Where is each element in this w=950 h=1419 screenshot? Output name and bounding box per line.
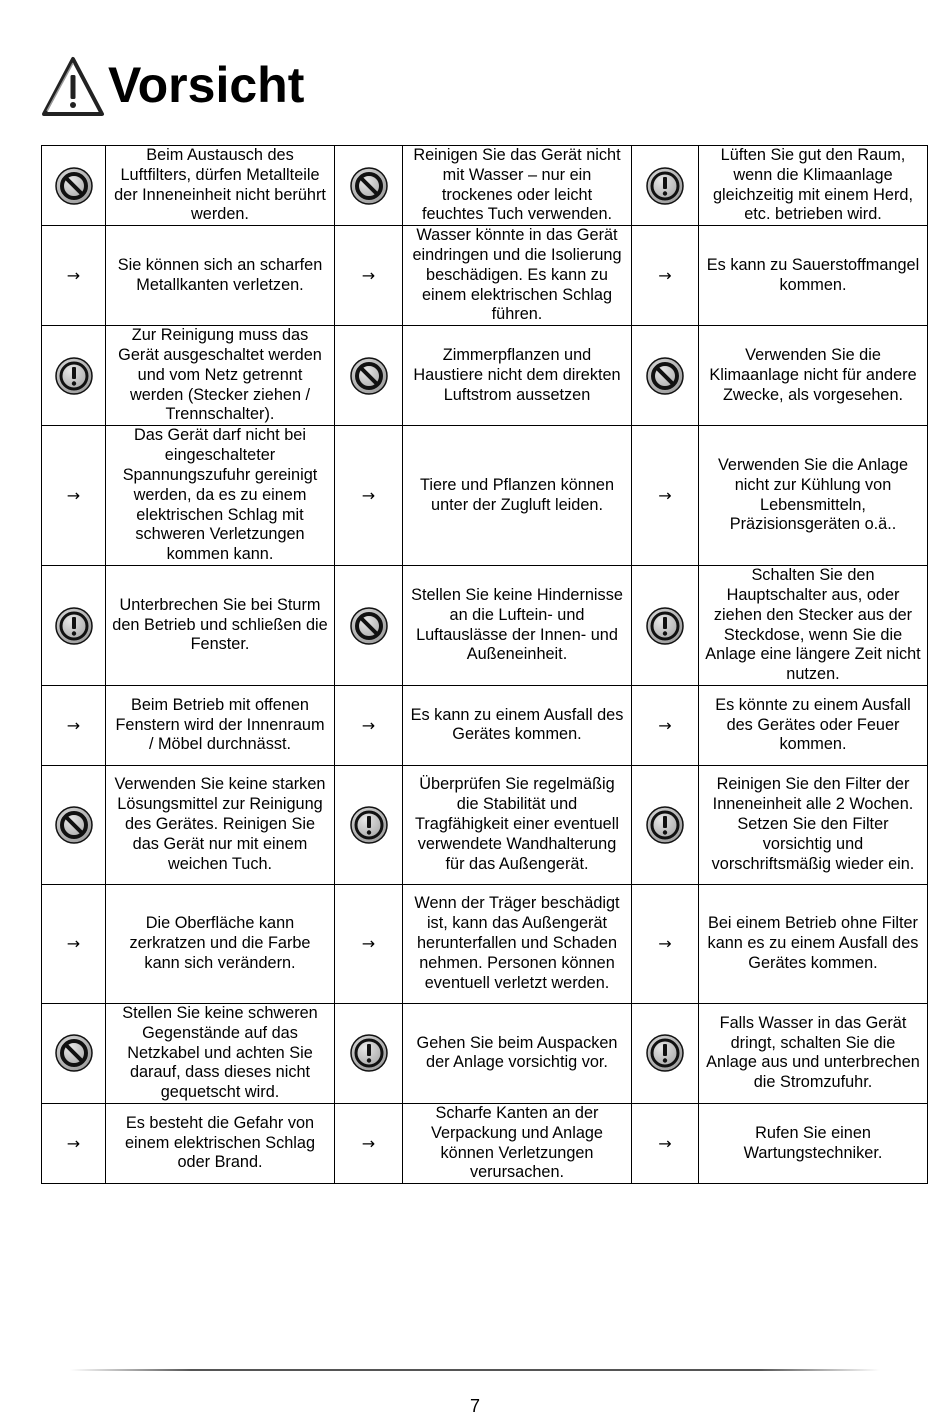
instruction-row [42,765,928,884]
consequence-text: Scharfe Kanten an der Verpackung und Anlage können Verletzungen verursachen. [403,1103,632,1183]
instruction-text: Zur Reinigung muss das Gerät ausgeschaltet werden und vom Netz getrennt werden (Stecker ziehen / Trennschalter). [106,326,335,426]
exclamation-icon [48,356,99,396]
arrow-right-icon: → [361,715,376,735]
exclamation-icon [638,805,692,845]
symbol-cell [632,884,699,1003]
no-symbol-icon [48,805,99,845]
instruction-text: Überprüfen Sie regelmäßig die Stabilität und Tragfähigkeit einer eventuell verwendete Wandhalterung für das Außengerät. [403,765,632,884]
consequence-text: Wenn der Träger beschädigt ist, kann das Außengerät herunterfallen und Schaden nehmen. Personen können eventuell verletzt werden. [403,884,632,1003]
no-symbol-icon [48,1033,99,1073]
instruction-text: Unterbrechen Sie bei Sturm den Betrieb und schließen die Fenster. [106,566,335,686]
instruction-text: Reinigen Sie das Gerät nicht mit Wasser – nur ein trockenes oder leicht feuchtes Tuch verwenden. [403,146,632,226]
symbol-cell [632,226,699,326]
symbol-cell [632,326,699,426]
instruction-text: Zimmerpflanzen und Haustiere nicht dem direkten Luftstrom aussetzen [403,326,632,426]
symbol-cell [335,426,403,566]
instruction-row [42,1003,928,1103]
symbol-cell [42,765,106,884]
exclamation-icon [48,606,99,646]
page-header [40,40,304,120]
instruction-text: Verwenden Sie keine starken Lösungsmittel zur Reinigung des Gerätes. Reinigen Sie das Gerät nur mit einem weichen Tuch. [106,765,335,884]
footer-divider [70,1369,880,1371]
arrow-right-icon: → [361,265,376,285]
instruction-row [42,566,928,686]
symbol-cell [42,1103,106,1183]
instruction-text: Reinigen Sie den Filter der Inneneinheit alle 2 Wochen. Setzen Sie den Filter vorsichtig und vorschriftsmäßig wieder ein. [699,765,928,884]
symbol-cell [42,326,106,426]
arrow-right-icon: → [361,485,376,505]
consequence-row [42,226,928,326]
consequence-text: Es könnte zu einem Ausfall des Gerätes oder Feuer kommen. [699,685,928,765]
consequence-text: Das Gerät darf nicht bei eingeschalteter Spannungszufuhr gereinigt werden, da es zu einem elektrischen Schlag mit schweren Verletzungen kommen kann. [106,426,335,566]
exclamation-icon [638,606,692,646]
symbol-cell [632,1103,699,1183]
instruction-text: Schalten Sie den Hauptschalter aus, oder ziehen den Stecker aus der Steckdose, wenn Sie die Anlage eine längere Zeit nicht nutzen. [699,566,928,686]
symbol-cell [632,685,699,765]
arrow-right-icon: → [658,485,672,505]
arrow-right-icon: → [66,1133,81,1153]
no-symbol-icon [48,166,99,206]
consequence-text: Verwenden Sie die Anlage nicht zur Kühlung von Lebensmitteln, Präzisionsgeräten o.ä.. [699,426,928,566]
symbol-cell [335,566,403,686]
arrow-right-icon: → [66,265,81,285]
symbol-cell [632,765,699,884]
consequence-text: Die Oberfläche kann zerkratzen und die Farbe kann sich verändern. [106,884,335,1003]
symbol-cell [335,1103,403,1183]
no-symbol-icon [341,356,396,396]
consequence-row [42,884,928,1003]
arrow-right-icon: → [66,934,81,954]
arrow-right-icon: → [361,1133,376,1153]
no-symbol-icon [638,356,692,396]
symbol-cell [42,1003,106,1103]
symbol-cell [632,146,699,226]
arrow-right-icon: → [66,485,81,505]
symbol-cell [632,1003,699,1103]
arrow-right-icon: → [658,1133,672,1153]
symbol-cell [632,566,699,686]
consequence-row [42,426,928,566]
consequence-text: Es kann zu Sauerstoffmangel kommen. [699,226,928,326]
instruction-text: Stellen Sie keine Hindernisse an die Luftein- und Luftauslässe der Innen- und Außeneinheit. [403,566,632,686]
consequence-text: Sie können sich an scharfen Metallkanten verletzen. [106,226,335,326]
symbol-cell [335,685,403,765]
consequence-row [42,685,928,765]
symbol-cell [632,426,699,566]
consequence-text: Es besteht die Gefahr von einem elektrischen Schlag oder Brand. [106,1103,335,1183]
no-symbol-icon [341,606,396,646]
arrow-right-icon: → [361,934,376,954]
symbol-cell [42,146,106,226]
symbol-cell [335,226,403,326]
exclamation-icon [341,805,396,845]
page-title: Vorsicht [108,57,305,113]
instruction-row [42,146,928,226]
instruction-text: Stellen Sie keine schweren Gegenstände auf das Netzkabel und achten Sie darauf, dass dieses nicht gequetscht wird. [106,1003,335,1103]
symbol-cell [42,566,106,686]
exclamation-icon [341,1033,396,1073]
instruction-text: Lüften Sie gut den Raum, wenn die Klimaanlage gleichzeitig mit einem Herd, etc. betrieben wird. [699,146,928,226]
arrow-right-icon: → [658,934,672,954]
consequence-text: Tiere und Pflanzen können unter der Zugluft leiden. [403,426,632,566]
instruction-text: Gehen Sie beim Auspacken der Anlage vorsichtig vor. [403,1003,632,1103]
instruction-text: Verwenden Sie die Klimaanlage nicht für andere Zwecke, als vorgesehen. [699,326,928,426]
symbol-cell [335,326,403,426]
no-symbol-icon [341,166,396,206]
page-number: 7 [469,1396,480,1416]
warning-triangle-icon [40,54,106,120]
consequence-text: Wasser könnte in das Gerät eindringen und die Isolierung beschädigen. Es kann zu einem elektrischen Schlag führen. [403,226,632,326]
consequence-text: Bei einem Betrieb ohne Filter kann es zu einem Ausfall des Gerätes kommen. [699,884,928,1003]
arrow-right-icon: → [66,715,81,735]
exclamation-icon [638,166,692,206]
consequence-text: Es kann zu einem Ausfall des Gerätes kommen. [403,685,632,765]
arrow-right-icon: → [658,715,672,735]
instruction-row [42,326,928,426]
instruction-text: Falls Wasser in das Gerät dringt, schalten Sie die Anlage aus und unterbrechen die Stromzufuhr. [699,1003,928,1103]
symbol-cell [42,884,106,1003]
symbol-cell [42,426,106,566]
caution-table [41,145,928,1184]
symbol-cell [335,1003,403,1103]
consequence-text: Rufen Sie einen Wartungstechniker. [699,1103,928,1183]
symbol-cell [42,685,106,765]
arrow-right-icon: → [658,265,672,285]
symbol-cell [335,884,403,1003]
exclamation-icon [638,1033,692,1073]
consequence-text: Beim Betrieb mit offenen Fenstern wird der Innenraum / Möbel durchnässt. [106,685,335,765]
instruction-text: Beim Austausch des Luftfilters, dürfen Metallteile der Inneneinheit nicht berührt werden. [106,146,335,226]
symbol-cell [335,146,403,226]
consequence-row [42,1103,928,1183]
symbol-cell [42,226,106,326]
symbol-cell [335,765,403,884]
